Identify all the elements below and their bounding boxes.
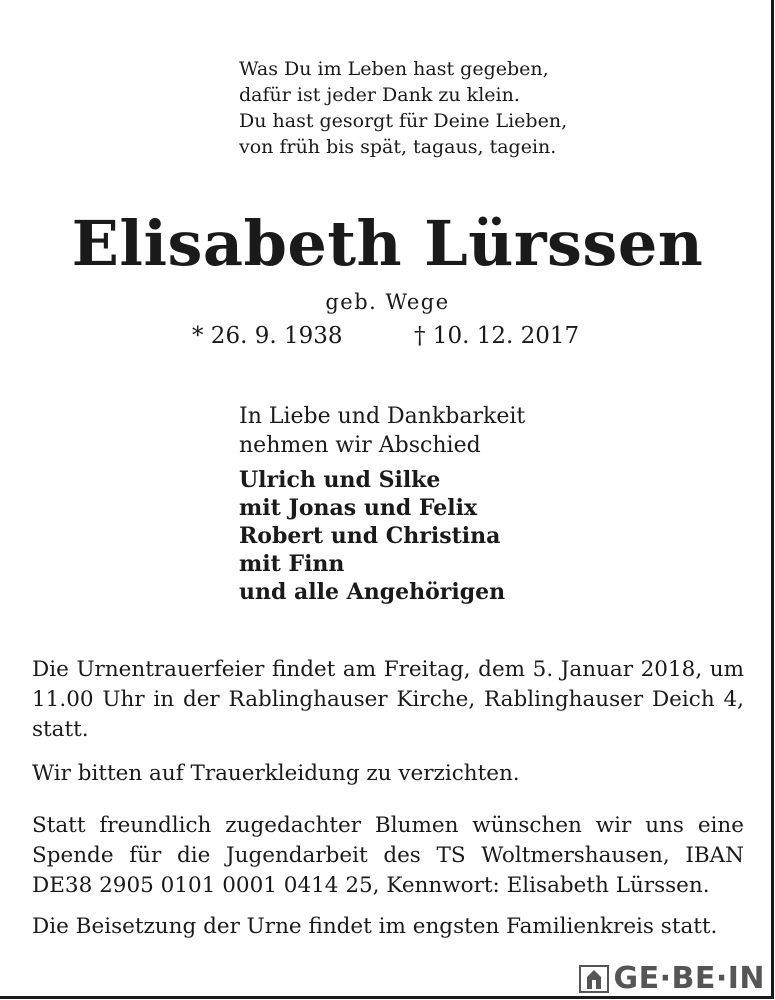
mourner-name: Robert und Christina bbox=[239, 523, 501, 549]
deceased-name: Elisabeth Lürssen bbox=[71, 207, 704, 280]
poem-line: Was Du im Leben hast gegeben, bbox=[239, 58, 549, 80]
poem-line: von früh bis spät, tagaus, tagein. bbox=[239, 136, 557, 158]
mourner-name: mit Jonas und Felix bbox=[239, 495, 478, 521]
burial-notice: Die Beisetzung der Urne findet im engsten Familienkreis statt. bbox=[32, 914, 718, 939]
gebein-logo-icon bbox=[579, 965, 609, 993]
intro-line: In Liebe und Dankbarkeit bbox=[239, 404, 526, 429]
mourner-name: Ulrich und Silke bbox=[239, 467, 441, 493]
death-date: † 10. 12. 2017 bbox=[414, 323, 580, 349]
birth-date: * 26. 9. 1938 bbox=[192, 323, 343, 349]
logo-text: GE·BE·IN bbox=[613, 961, 765, 996]
memorial-poem bbox=[239, 56, 567, 160]
intro-line: nehmen wir Abschied bbox=[239, 433, 481, 458]
poem-line: dafür ist jeder Dank zu klein. bbox=[239, 84, 520, 106]
mourner-name: und alle Angehörigen bbox=[239, 579, 506, 605]
mourner-name: mit Finn bbox=[239, 551, 345, 577]
maiden-name: geb. Wege bbox=[325, 290, 450, 314]
farewell-intro bbox=[239, 402, 525, 460]
poem-line: Du hast gesorgt für Deine Lieben, bbox=[239, 110, 568, 132]
ceremony-notice: Die Urnentrauerfeier findet am Freitag, dem 5. Januar 2018, um 11.00 Uhr in der Rablinghauser Kirche, Rablinghauser Deich 4, statt. bbox=[32, 657, 744, 742]
donation-notice: Statt freundlich zugedachter Blumen wünschen wir uns eine Spende für die Jugendarbeit des TS Woltmershausen, IBAN DE38 2905 0101 0001 0414 25, Kennwort: Elisabeth Lürssen. bbox=[32, 813, 744, 898]
gebein-logo bbox=[579, 961, 765, 996]
mourners-list bbox=[239, 466, 505, 606]
attire-notice: Wir bitten auf Trauerkleidung zu verzichten. bbox=[32, 761, 520, 786]
